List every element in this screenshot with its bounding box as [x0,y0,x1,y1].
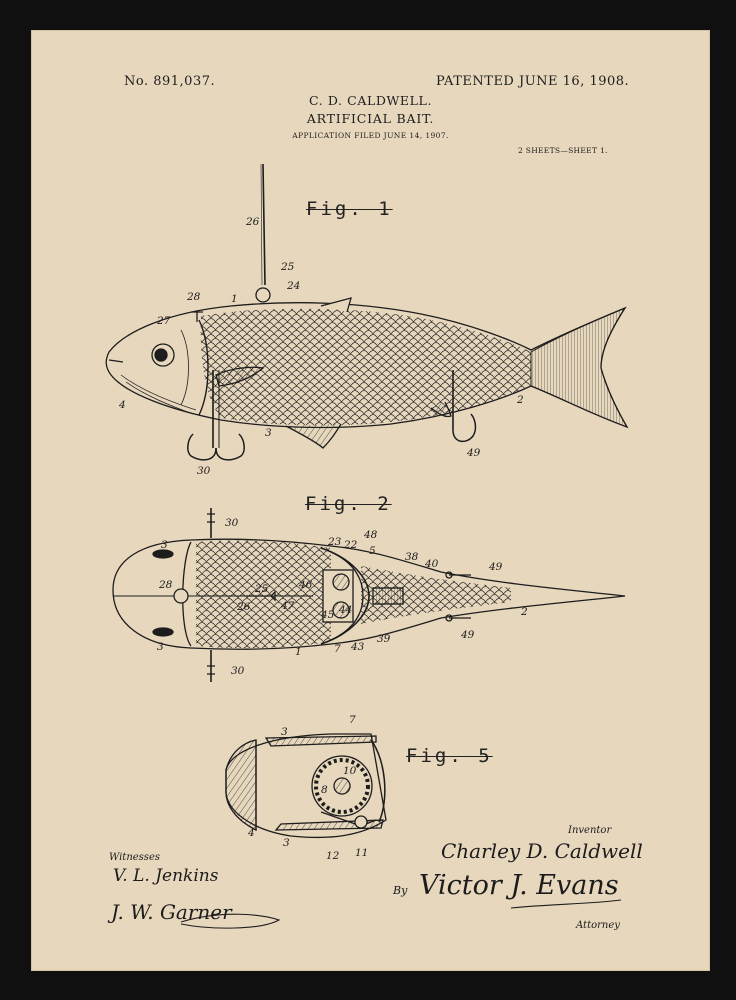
reference-number: 27 [157,315,171,327]
reference-number: 3 [281,726,288,738]
reference-number: 3 [161,539,168,551]
patent-number: No. 891,037. [124,74,216,89]
reference-number: 2 [521,606,528,618]
reference-number: 49 [489,561,503,573]
reference-number: 46 [299,579,313,591]
reference-number: 11 [355,847,369,859]
witness-1-signature: V. L. Jenkins [113,866,219,886]
reference-number: 23 [328,536,342,548]
inventor-heading: C. D. CALDWELL. [308,93,433,108]
reference-number: 3 [265,427,272,439]
reference-number: 40 [425,558,439,570]
reference-number: 4 [119,399,126,411]
reference-number: 49 [467,447,481,459]
reference-number: 26 [237,601,251,613]
fig-2-label: Fig. 2 [305,493,392,515]
reference-number: 25 [281,261,295,273]
signature-flourishes [181,900,621,928]
reference-number: 39 [377,633,391,645]
reference-number: 45 [321,609,335,621]
patent-date: PATENTED JUNE 16, 1908. [436,74,630,89]
attorney-label: Attorney [576,920,620,931]
sheet-count: 2 SHEETS—SHEET 1. [518,146,608,155]
inventor-signature: Charley D. Caldwell [441,839,643,863]
reference-number: 4 [248,827,255,839]
reference-number: 43 [351,641,365,653]
invention-title: ARTIFICIAL BAIT. [306,111,435,126]
reference-number: 7 [349,714,356,726]
reference-number: 8 [321,784,328,796]
reference-number: 22 [344,539,358,551]
by-label: By [393,884,408,897]
fig-1-label: Fig. 1 [306,198,393,220]
reference-number: 12 [326,850,340,862]
reference-number: 30 [225,517,239,529]
reference-number: 28 [159,579,173,591]
reference-number: 1 [231,293,238,305]
reference-number: 49 [461,629,475,641]
reference-number: 26 [246,216,260,228]
reference-number: 5 [369,545,376,557]
patent-sheet [31,30,710,971]
reference-number: 30 [197,465,211,477]
reference-number: 28 [187,291,201,303]
fig-5-label: Fig. 5 [406,745,493,767]
inventor-label: Inventor [568,825,612,836]
fig-1-drawing [106,164,627,460]
reference-number: 44 [339,604,353,616]
witness-2-signature: J. W. Garner [111,900,232,924]
fig-5-drawing [226,734,386,837]
reference-number: 25 [255,583,269,595]
application-filed: APPLICATION FILED JUNE 14, 1907. [292,131,449,140]
reference-number: 1 [295,646,302,658]
reference-number: 3 [283,837,290,849]
reference-number: 47 [281,600,295,612]
reference-number: 30 [231,665,245,677]
reference-number: 3 [157,641,164,653]
reference-number: 24 [287,280,301,292]
reference-number: 7 [334,643,341,655]
reference-number: 48 [364,529,378,541]
attorney-signature: Victor J. Evans [419,870,619,901]
reference-number: 10 [343,765,357,777]
reference-number: 2 [517,394,524,406]
reference-number: 38 [405,551,419,563]
witnesses-label: Witnesses [109,852,160,863]
